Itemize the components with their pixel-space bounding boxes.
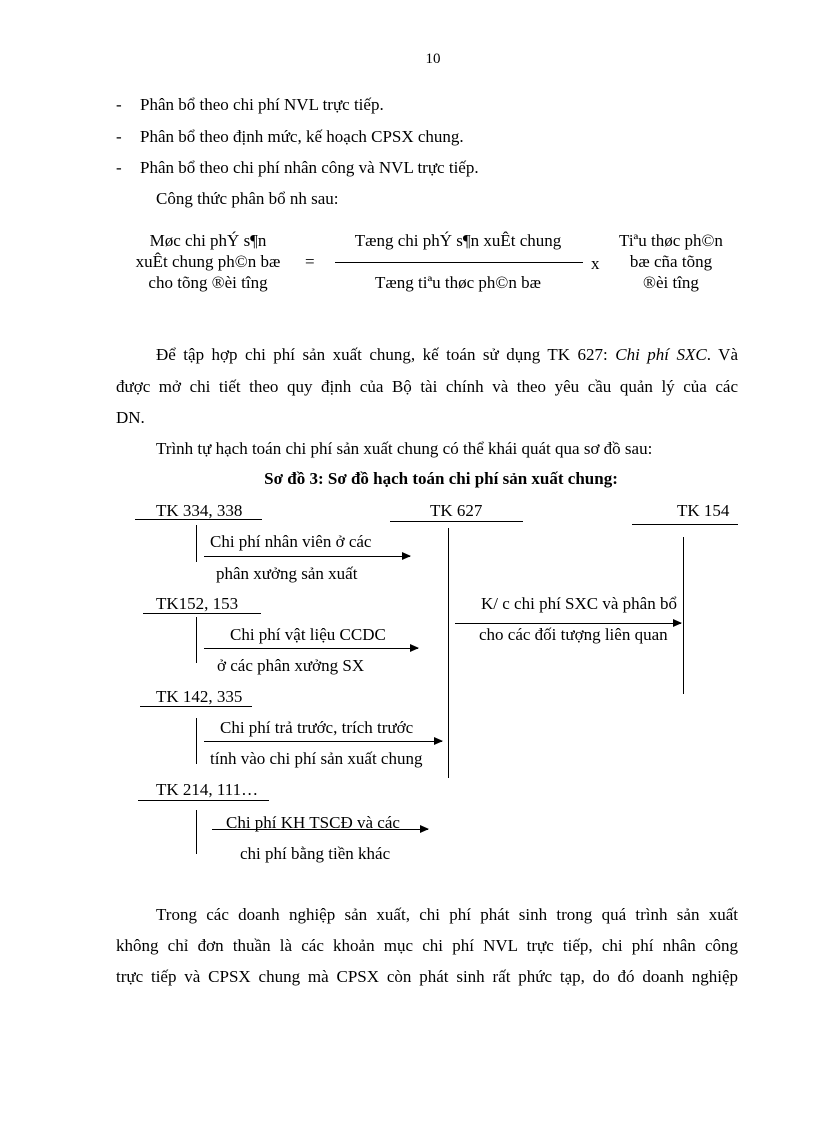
account-underline [138,800,269,801]
flow-arrow [455,623,681,624]
account-side-line [448,528,449,778]
account-underline [632,524,738,525]
paragraph-line: Để tập hợp chi phí sản xuất chung, kế toán sử dụng TK 627: Chi phí SXC. Và [156,345,738,364]
formula-denominator: Tæng tiªu thøc ph©n bæ [375,273,541,292]
flow-label: Chi phí KH TSCĐ và các [226,813,400,832]
account-underline [390,521,523,522]
account-side-line [196,617,197,663]
formula-times: x [591,254,600,273]
flow-label: ở các phân xưởng SX [217,656,365,675]
paragraph-line: trực tiếp và CPSX chung mà CPSX còn phát sinh rất phức tạp, do đó doanh nghiệp [116,967,738,986]
flow-label: tính vào chi phí sản xuất chung [210,749,423,768]
diagram-title: Sơ đồ 3: Sơ đồ hạch toán chi phí sản xuất chung: [264,469,618,488]
flow-label: Chi phí trả trước, trích trước [220,718,414,737]
formula-lhs-line: cho tõng ®èi tîng [148,273,268,292]
account-side-line [196,810,197,854]
bullet-dash: - [116,95,122,114]
flow-label: phân xưởng sản xuất [216,564,358,583]
flow-label: Chi phí vật liệu CCDC [230,625,386,644]
paragraph-line: Trong các doanh nghiệp sản xuất, chi phí phát sinh trong quá trình sản xuất [156,905,738,924]
paragraph-line: Trình tự hạch toán chi phí sản xuất chung có thể khái quát qua sơ đồ sau: [156,439,653,458]
paragraph-line: DN. [116,408,145,427]
account-underline [143,613,261,614]
page-number: 10 [425,51,441,67]
flow-label: Chi phí nhân viên ở các [210,532,372,551]
bullet-item: Phân bổ theo chi phí nhân công và NVL trực tiếp. [140,158,479,177]
formula-intro: Công thức phân bổ nh sau: [156,189,339,208]
paragraph-line: được mở chi tiết theo quy định của Bộ tài chính và theo yêu cầu quản lý của các [116,377,738,396]
formula-rhs-line: bæ cña tõng [629,252,713,271]
bullet-dash: - [116,158,122,177]
account-tk152: TK152, 153 [156,594,239,613]
formula-rhs-line: ®èi tîng [643,273,699,292]
account-name-italic: Chi phí SXC [615,345,707,364]
paragraph-line: không chỉ đơn thuần là các khoản mục chi phí NVL trực tiếp, chi phí nhân công [116,936,738,955]
fraction-bar [335,262,583,263]
flow-arrow [204,648,418,649]
account-tk627: TK 627 [430,501,483,520]
formula-lhs-line: xuÊt chung ph©n bæ [135,252,281,271]
account-side-line [196,718,197,764]
account-side-line [196,525,197,562]
bullet-item: Phân bổ theo định mức, kế hoạch CPSX chung. [140,127,464,146]
flow-label: cho các đối tượng liên quan [479,625,668,644]
flow-label: K/ c chi phí SXC và phân bổ [481,594,677,613]
flow-arrow [204,741,442,742]
bullet-dash: - [116,127,122,146]
formula-rhs-line: Tiªu thøc ph©n [619,231,723,250]
flow-arrow [204,556,410,557]
account-tk214: TK 214, 111… [156,780,259,799]
formula-numerator: Tæng chi phÝ s¶n xuÊt chung [354,231,562,250]
flow-label: chi phí bằng tiền khác [240,844,391,863]
account-tk334: TK 334, 338 [156,501,243,520]
formula-lhs-line: Møc chi phÝ s¶n [149,231,267,250]
account-underline [135,519,262,520]
flow-arrow [212,829,428,830]
bullet-item: Phân bổ theo chi phí NVL trực tiếp. [140,95,384,114]
account-tk154: TK 154 [677,501,730,520]
account-tk142: TK 142, 335 [156,687,243,706]
account-side-line [683,537,684,694]
account-underline [140,706,252,707]
formula-equals: = [305,252,315,271]
